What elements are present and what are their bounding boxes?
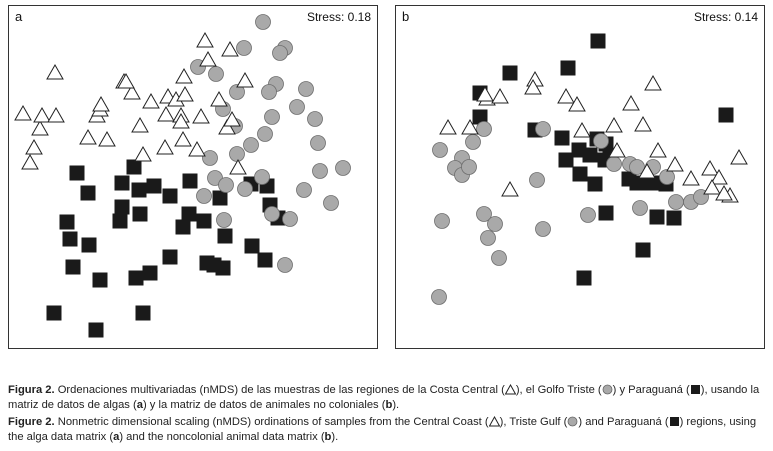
central-coast-point — [222, 42, 238, 56]
stress-label-b: Stress: 0.14 — [693, 10, 758, 24]
triste-gulf-point — [633, 201, 648, 216]
central-coast-point — [492, 89, 508, 103]
triste-gulf-point — [594, 134, 609, 149]
triste-gulf-point — [481, 231, 496, 246]
panel-b — [395, 5, 765, 349]
caption-en-panel-ref: b — [324, 431, 332, 443]
central-coast-point — [135, 147, 151, 161]
central-coast-point — [237, 73, 253, 87]
central-coast-point — [211, 92, 227, 106]
triste-gulf-point — [488, 217, 503, 232]
central-coast-point — [635, 117, 651, 131]
central-coast-point — [48, 108, 64, 122]
triste-gulf-point — [256, 15, 271, 30]
circle-icon — [567, 416, 578, 427]
caption-en-text: ) and the noncolonial animal data matrix ( — [119, 431, 325, 443]
paraguana-point — [60, 215, 75, 230]
triste-gulf-point — [536, 222, 551, 237]
central-coast-point — [200, 52, 216, 66]
paraguana-point — [127, 160, 142, 175]
triste-gulf-point — [660, 170, 675, 185]
triste-gulf-point — [669, 195, 684, 210]
triste-gulf-point — [217, 213, 232, 228]
central-coast-point — [623, 96, 639, 110]
central-coast-point — [157, 140, 173, 154]
paraguana-point — [561, 61, 576, 76]
paraguana-point — [176, 220, 191, 235]
paraguana-point — [132, 183, 147, 198]
central-coast-point — [667, 157, 683, 171]
central-coast-point — [47, 65, 63, 79]
caption-es-text: Ordenaciones multivariadas (nMDS) de las muestras de las regiones de la Costa Central ( — [54, 384, 505, 396]
caption-es-text: ) y la matriz de datos de animales no coloniales ( — [142, 399, 386, 411]
caption-spanish — [8, 383, 770, 413]
central-coast-point — [197, 33, 213, 47]
central-coast-point — [440, 120, 456, 134]
central-coast-point — [177, 87, 193, 101]
triste-gulf-point — [313, 164, 328, 179]
triste-gulf-point — [255, 170, 270, 185]
triste-gulf-point — [299, 82, 314, 97]
paraguana-point — [216, 261, 231, 276]
paraguana-point — [258, 253, 273, 268]
triste-gulf-point — [324, 196, 339, 211]
paraguana-point — [650, 210, 665, 225]
central-coast-point — [34, 108, 50, 122]
caption-es-text: ), el Golfo Triste ( — [515, 384, 602, 396]
paraguana-point — [182, 207, 197, 222]
nmds-plot-b — [396, 6, 766, 350]
central-coast-point — [650, 143, 666, 157]
central-coast-point — [683, 171, 699, 185]
caption-es-panel-ref: a — [136, 399, 143, 411]
paraguana-point — [70, 166, 85, 181]
triste-gulf-point — [492, 251, 507, 266]
paraguana-point — [245, 239, 260, 254]
triste-gulf-point — [308, 112, 323, 127]
triste-gulf-point — [581, 208, 596, 223]
stress-label-a: Stress: 0.18 — [306, 10, 371, 24]
caption-en-text: Nonmetric dimensional scaling (nMDS) ordinations of samples from the Central Coast ( — [54, 416, 489, 428]
triangle-icon — [505, 384, 516, 395]
paraguana-point — [555, 131, 570, 146]
circle-icon — [602, 384, 613, 395]
triste-gulf-point — [238, 182, 253, 197]
central-coast-point — [606, 118, 622, 132]
triste-gulf-point — [203, 151, 218, 166]
triste-gulf-point — [432, 290, 447, 305]
paraguana-point — [591, 34, 606, 49]
paraguana-point — [503, 66, 518, 81]
paraguana-point — [47, 306, 62, 321]
triste-gulf-point — [265, 207, 280, 222]
caption-es-figlabel: Figura 2. — [8, 384, 55, 396]
caption-en-text: ), Triste Gulf ( — [499, 416, 568, 428]
paraguana-point — [667, 211, 682, 226]
central-coast-point — [574, 123, 590, 137]
triste-gulf-point — [219, 178, 234, 193]
square-icon — [690, 384, 701, 395]
central-coast-point — [502, 182, 518, 196]
caption-english — [8, 415, 770, 445]
paraguana-point — [147, 179, 162, 194]
paraguana-point — [113, 214, 128, 229]
triste-gulf-point — [433, 143, 448, 158]
caption-en-panel-ref: a — [113, 431, 120, 443]
square-icon — [669, 416, 680, 427]
triste-gulf-point — [262, 85, 277, 100]
triste-gulf-point — [273, 46, 288, 61]
triangle-icon — [489, 416, 500, 427]
central-coast-point — [99, 132, 115, 146]
paraguana-point — [163, 250, 178, 265]
paraguana-point — [599, 206, 614, 221]
central-coast-point — [32, 121, 48, 135]
paraguana-point — [82, 238, 97, 253]
paraguana-point — [136, 306, 151, 321]
triste-gulf-point — [536, 122, 551, 137]
paraguana-point — [66, 260, 81, 275]
triste-gulf-point — [265, 110, 280, 125]
paraguana-point — [81, 186, 96, 201]
triste-gulf-point — [209, 67, 224, 82]
caption-es-text: ). — [392, 399, 400, 411]
paraguana-point — [63, 232, 78, 247]
central-coast-point — [158, 107, 174, 121]
central-coast-point — [176, 69, 192, 83]
triste-gulf-point — [297, 183, 312, 198]
triste-gulf-point — [290, 100, 305, 115]
paraguana-point — [143, 266, 158, 281]
caption-es-text: ) y Paraguaná ( — [612, 384, 690, 396]
central-coast-point — [175, 132, 191, 146]
triste-gulf-point — [311, 136, 326, 151]
central-coast-point — [645, 76, 661, 90]
caption-en-text: ). — [331, 431, 339, 443]
central-coast-point — [22, 155, 38, 169]
paraguana-point — [183, 174, 198, 189]
paraguana-point — [115, 176, 130, 191]
caption-en-text: ) regions, using the alga data matrix ( — [8, 416, 757, 443]
triste-gulf-point — [466, 135, 481, 150]
paraguana-point — [197, 214, 212, 229]
triste-gulf-point — [336, 161, 351, 176]
paraguana-point — [93, 273, 108, 288]
caption-en-figlabel: Figure 2. — [8, 416, 55, 428]
triste-gulf-point — [477, 122, 492, 137]
triste-gulf-point — [197, 189, 212, 204]
central-coast-point — [189, 142, 205, 156]
triste-gulf-point — [530, 173, 545, 188]
central-coast-point — [230, 160, 246, 174]
central-coast-point — [731, 150, 747, 164]
paraguana-point — [588, 177, 603, 192]
paraguana-point — [163, 189, 178, 204]
central-coast-point — [702, 161, 718, 175]
panel-label-a: a — [15, 9, 23, 24]
triste-gulf-point — [607, 157, 622, 172]
paraguana-point — [636, 243, 651, 258]
paraguana-point — [129, 271, 144, 286]
central-coast-point — [193, 109, 209, 123]
central-coast-point — [15, 106, 31, 120]
triste-gulf-point — [230, 147, 245, 162]
caption-en-text: ) and Paraguaná ( — [578, 416, 669, 428]
triste-gulf-point — [258, 127, 273, 142]
paraguana-point — [559, 153, 574, 168]
panel-label-b: b — [402, 9, 410, 24]
caption-es-panel-ref: b — [385, 399, 393, 411]
paraguana-point — [218, 229, 233, 244]
triste-gulf-point — [237, 41, 252, 56]
paraguana-point — [89, 323, 104, 338]
central-coast-point — [132, 118, 148, 132]
central-coast-point — [80, 130, 96, 144]
paraguana-point — [133, 207, 148, 222]
paraguana-point — [577, 271, 592, 286]
caption-es-text: ), usando la matriz de datos de algas ( — [8, 384, 760, 411]
paraguana-point — [115, 200, 130, 215]
triste-gulf-point — [278, 258, 293, 273]
paraguana-point — [573, 167, 588, 182]
central-coast-point — [558, 89, 574, 103]
central-coast-point — [143, 94, 159, 108]
triste-gulf-point — [462, 160, 477, 175]
paraguana-point — [719, 108, 734, 123]
panel-a — [8, 5, 378, 349]
triste-gulf-point — [283, 212, 298, 227]
central-coast-point — [93, 97, 109, 111]
triste-gulf-point — [435, 214, 450, 229]
nmds-plot-a — [9, 6, 379, 350]
central-coast-point — [26, 140, 42, 154]
paraguana-point — [583, 148, 598, 163]
triste-gulf-point — [244, 138, 259, 153]
